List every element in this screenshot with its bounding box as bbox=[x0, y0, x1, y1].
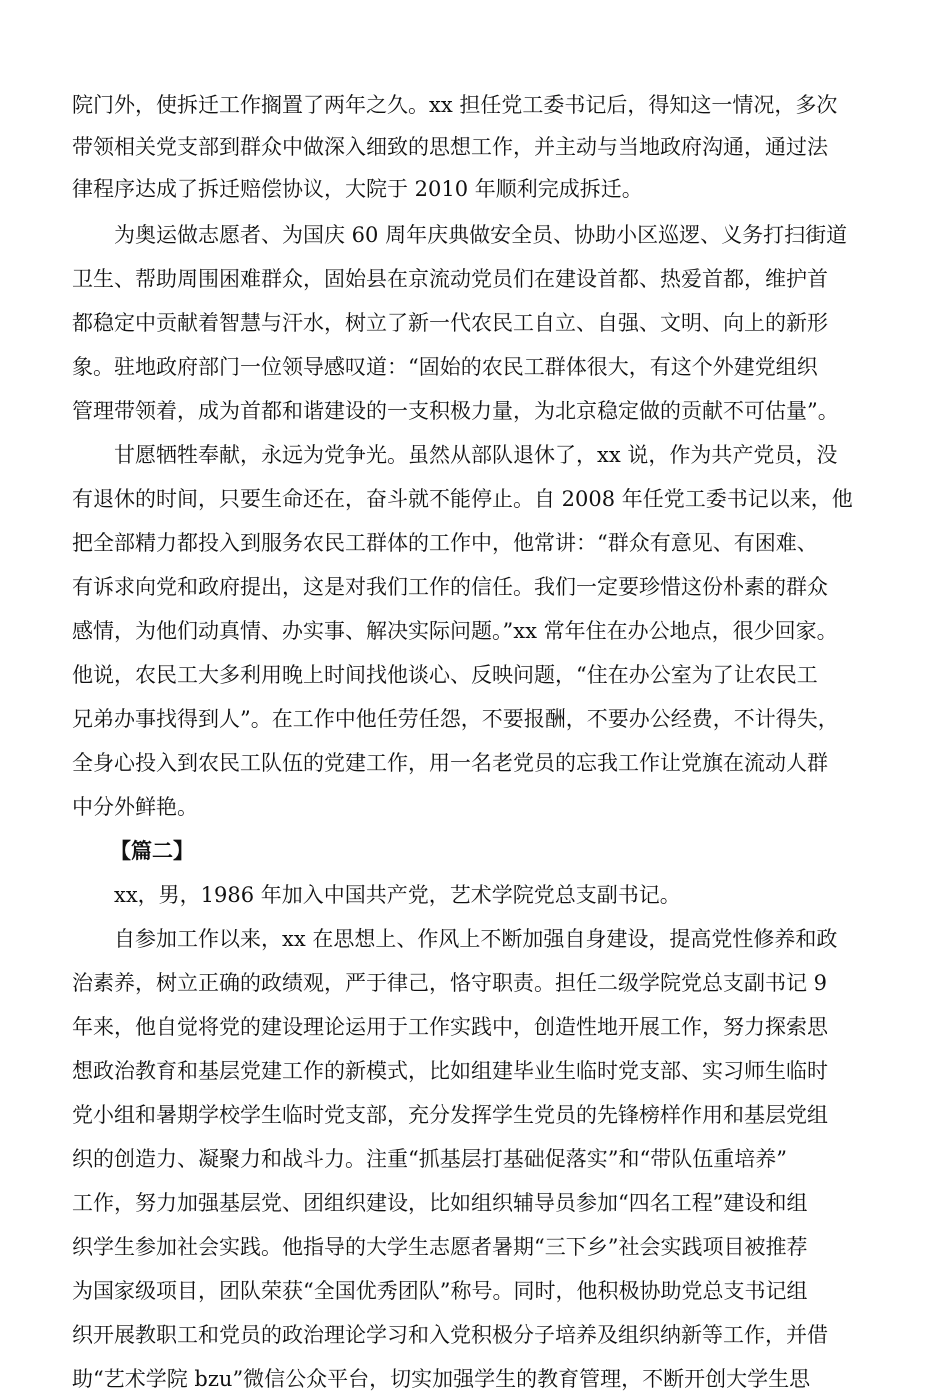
paragraph-line: 织开展教职工和党员的政治理论学习和入党积极分子培养及组织纳新等工作，并借 bbox=[72, 1323, 828, 1347]
section-heading: 【篇二】 bbox=[110, 838, 194, 863]
paragraph-line: 象。驻地政府部门一位领导感叹道：“固始的农民工群体很大，有这个外建党组织 bbox=[72, 355, 818, 379]
paragraph-line: 院门外，使拆迁工作搁置了两年之久。xx 担任党工委书记后，得知这一情况，多次 bbox=[72, 93, 838, 117]
paragraph-line: 党小组和暑期学校学生临时党支部，充分发挥学生党员的先锋榜样作用和基层党组 bbox=[72, 1103, 828, 1127]
paragraph-line: 全身心投入到农民工队伍的党建工作，用一名老党员的忘我工作让党旗在流动人群 bbox=[72, 751, 828, 775]
paragraph-line: 织学生参加社会实践。他指导的大学生志愿者暑期“三下乡”社会实践项目被推荐 bbox=[72, 1235, 808, 1259]
paragraph-line: 年来，他自觉将党的建设理论运用于工作实践中，创造性地开展工作，努力探索思 bbox=[72, 1015, 828, 1039]
paragraph-line: 他说，农民工大多利用晚上时间找他谈心、反映问题，“住在办公室为了让农民工 bbox=[72, 663, 818, 687]
paragraph-line: 治素养，树立正确的政绩观，严于律己，恪守职责。担任二级学院党总支副书记 9 bbox=[72, 971, 828, 995]
paragraph-line: 工作，努力加强基层党、团组织建设，比如组织辅导员参加“四名工程”建设和组 bbox=[72, 1191, 808, 1215]
paragraph-line: 为国家级项目，团队荣获“全国优秀团队”称号。同时，他积极协助党总支书记组 bbox=[72, 1279, 808, 1303]
paragraph-line: 律程序达成了拆迁赔偿协议，大院于 2010 年顺利完成拆迁。 bbox=[72, 177, 643, 201]
paragraph-line: 为奥运做志愿者、为国庆 60 周年庆典做安全员、协助小区巡逻、义务打扫街道 bbox=[114, 223, 848, 247]
paragraph-line: 有诉求向党和政府提出，这是对我们工作的信任。我们一定要珍惜这份朴素的群众 bbox=[72, 575, 828, 599]
paragraph-line: xx，男，1986 年加入中国共产党，艺术学院党总支副书记。 bbox=[114, 883, 681, 907]
paragraph-line: 卫生、帮助周围困难群众，固始县在京流动党员们在建设首都、热爱首都，维护首 bbox=[72, 267, 828, 291]
paragraph-line: 想政治教育和基层党建工作的新模式，比如组建毕业生临时党支部、实习师生临时 bbox=[72, 1059, 828, 1083]
paragraph-line: 带领相关党支部到群众中做深入细致的思想工作，并主动与当地政府沟通，通过法 bbox=[72, 135, 828, 159]
paragraph-line: 兄弟办事找得到人”。在工作中他任劳任怨，不要报酬，不要办公经费，不计得失， bbox=[72, 707, 839, 731]
paragraph-line: 自参加工作以来，xx 在思想上、作风上不断加强自身建设，提高党性修养和政 bbox=[114, 927, 838, 951]
paragraph-line: 有退休的时间，只要生命还在，奋斗就不能停止。自 2008 年任党工委书记以来，他 bbox=[72, 487, 853, 511]
paragraph-line: 织的创造力、凝聚力和战斗力。注重“抓基层打基础促落实”和“带队伍重培养” bbox=[72, 1147, 787, 1171]
paragraph-line: 管理带领着，成为首都和谐建设的一支积极力量，为北京稳定做的贡献不可估量”。 bbox=[72, 399, 839, 423]
paragraph-line: 把全部精力都投入到服务农民工群体的工作中，他常讲：“群众有意见、有困难、 bbox=[72, 531, 818, 555]
paragraph-line: 感情，为他们动真情、办实事、解决实际问题。”xx 常年住在办公地点，很少回家。 bbox=[72, 619, 838, 643]
paragraph-line: 甘愿牺牲奉献，永远为党争光。虽然从部队退休了，xx 说，作为共产党员，没 bbox=[114, 443, 838, 467]
paragraph-line: 都稳定中贡献着智慧与汗水，树立了新一代农民工自立、自强、文明、向上的新形 bbox=[72, 311, 828, 335]
paragraph-line: 助“艺术学院 bzu”微信公众平台，切实加强学生的教育管理，不断开创大学生思 bbox=[72, 1367, 811, 1391]
paragraph-line: 中分外鲜艳。 bbox=[72, 795, 198, 819]
